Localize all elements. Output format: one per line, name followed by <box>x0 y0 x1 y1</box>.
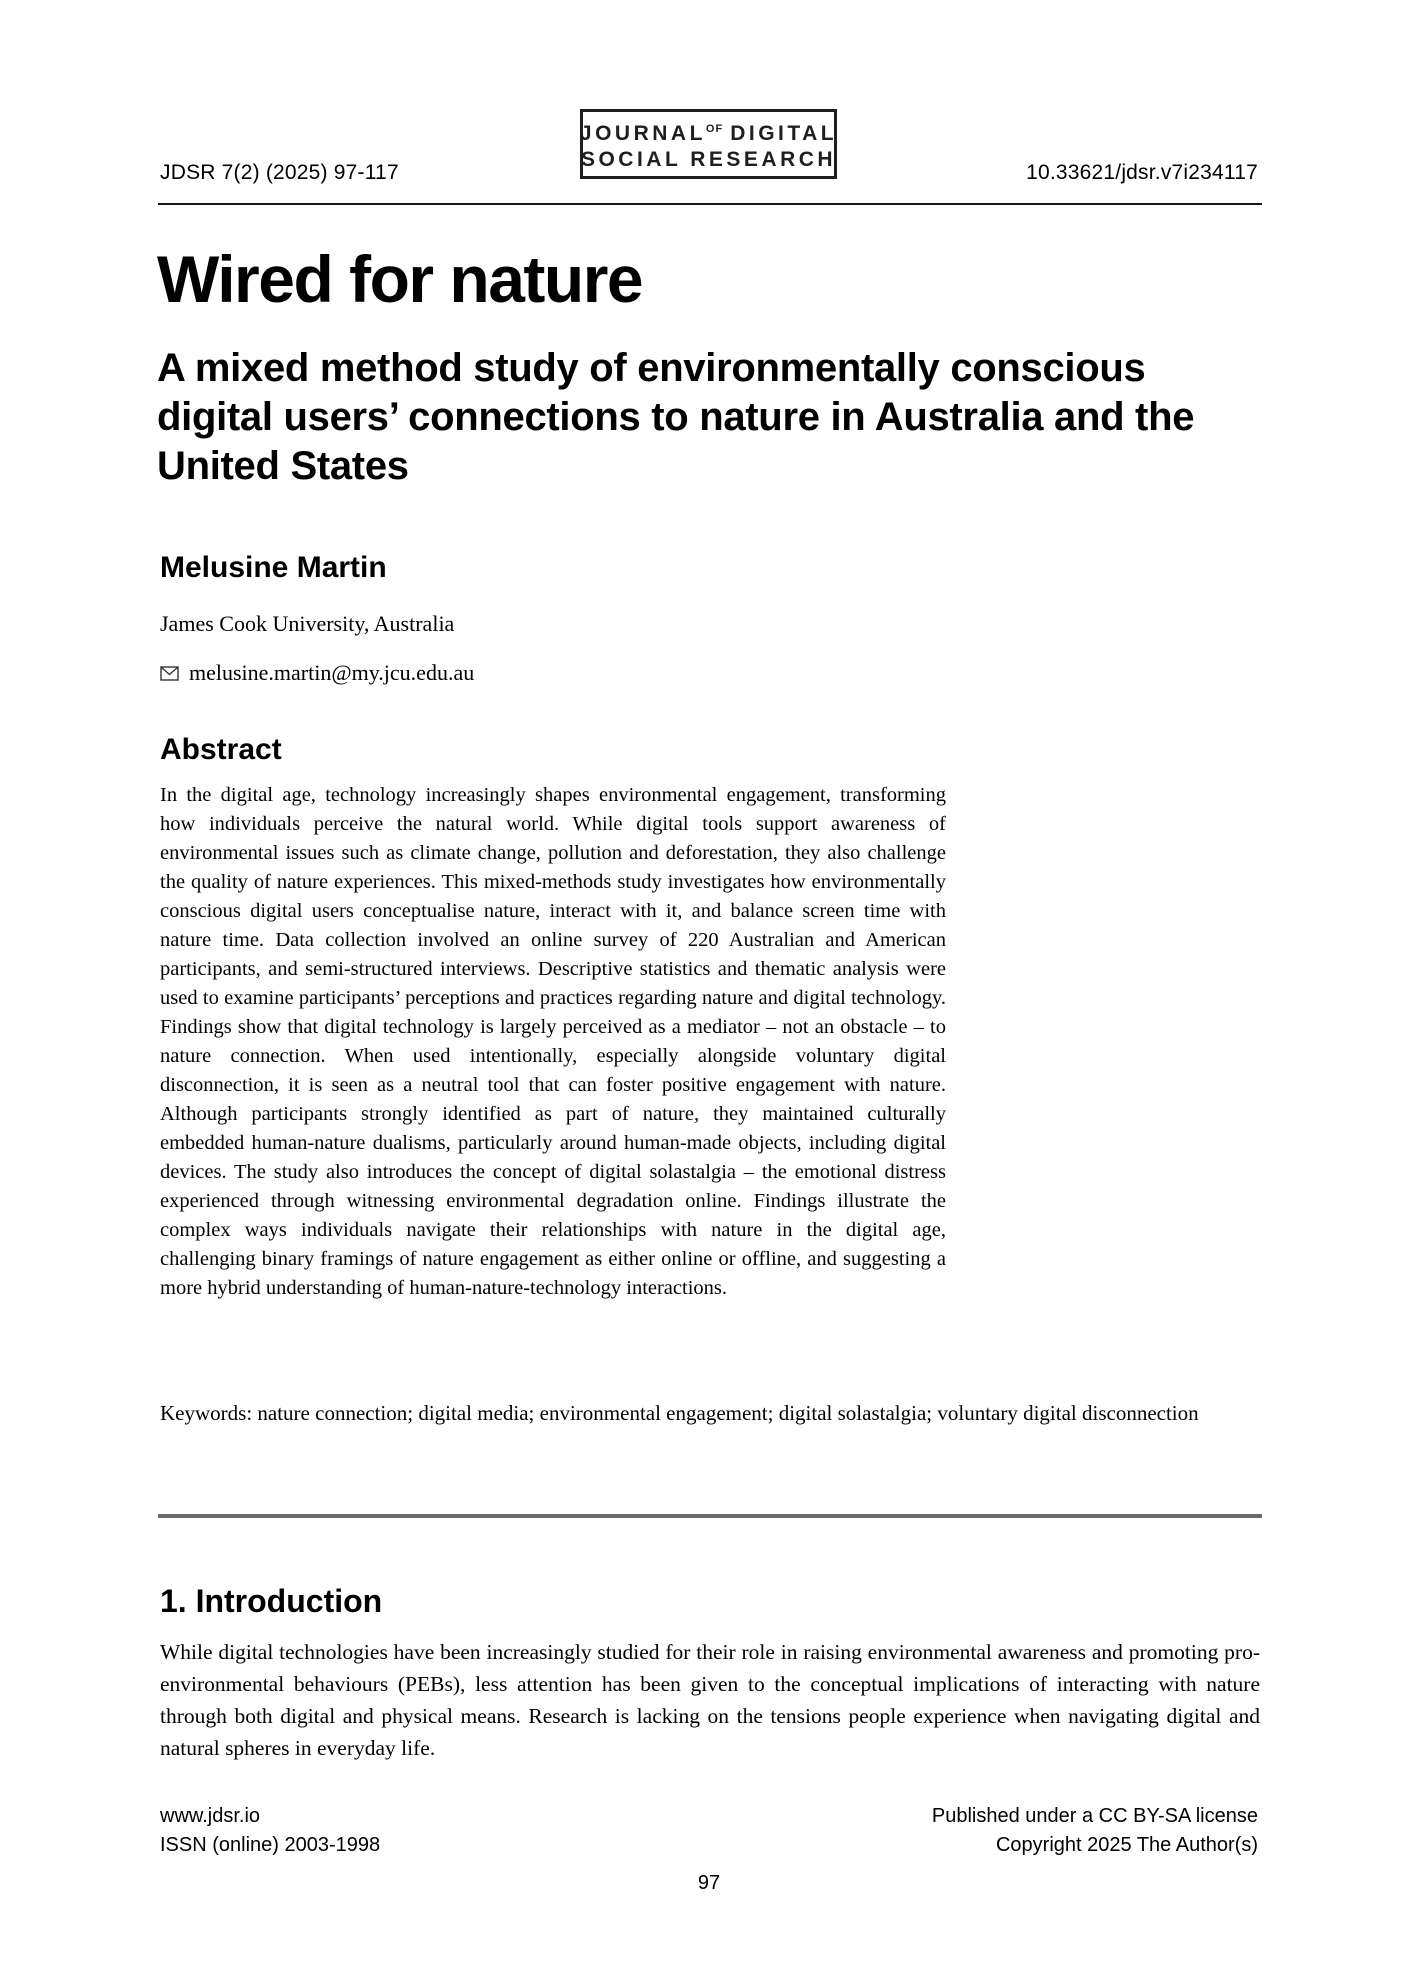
keywords-text: Keywords: nature connection; digital media; environmental engagement; digital solastalgia; voluntary digital disconnection <box>160 1401 1199 1425</box>
article-title: Wired for nature <box>157 242 643 316</box>
footer-copyright: Copyright 2025 The Author(s) <box>995 1834 1258 1856</box>
header-divider <box>158 203 1262 205</box>
footer-website[interactable]: www.jdsr.io <box>160 1805 261 1827</box>
page-number: 97 <box>697 1872 721 1894</box>
author-email-row <box>160 660 474 686</box>
footer-left <box>160 1802 380 1860</box>
author-email[interactable]: melusine.martin@my.jcu.edu.au <box>189 660 475 685</box>
footer-license: Published under a CC BY-SA license <box>931 1805 1258 1827</box>
author-name: Melusine Martin <box>160 551 387 584</box>
abstract-text: In the digital age, technology increasingly shapes environmental engagement, transforming how individuals perceive the natural world. While digital tools support awareness of environmental issues such as climate change, pollution and deforestation, they also challenge the quality of nature experiences. This mixed-methods study investigates how environmentally conscious digital users conceptualise nature, interact with it, and balance screen time with nature time. Data collection involved an online survey of 220 Australian and American participants, and semi-structured interviews. Descriptive statistics and thematic analysis were used to examine participants’ perceptions and practices regarding nature and digital technology. Findings show that digital technology is largely perceived as a mediator – not an obstacle – to nature connection. When used intentionally, especially alongside voluntary digital disconnection, it is seen as a neutral tool that can foster positive engagement with nature. Although participants strongly identified as part of nature, they maintained culturally embedded human-nature dualisms, particularly around human-made objects, including digital devices. The study also introduces the concept of digital solastalgia – the emotional distress experienced through witnessing environmental degradation online. Findings illustrate the complex ways individuals navigate their relationships with nature in the digital age, challenging binary framings of nature engagement as either online or offline, and suggesting a more hybrid understanding of human-nature-technology interactions. <box>160 784 946 1299</box>
footer-issn: ISSN (online) 2003-1998 <box>160 1834 381 1856</box>
section-divider <box>158 1514 1262 1518</box>
logo-word-journal: JOURNAL <box>579 121 706 145</box>
logo-word-digital: DIGITAL <box>730 121 838 145</box>
introduction-text: While digital technologies have been increasingly studied for their role in raising environmental awareness and promoting pro-environmental behaviours (PEBs), less attention has been given to the conceptual implications of interacting with nature through both digital and physical means. Research is lacking on the tensions people experience when navigating digital and natural spheres in everyday life. <box>160 1640 1260 1760</box>
logo-line-1 <box>580 116 837 147</box>
article-subtitle: A mixed method study of environmentally conscious digital users’ connections to nature in Australia and the United States <box>157 346 1195 488</box>
envelope-icon <box>160 666 179 681</box>
journal-citation: JDSR 7(2) (2025) 97-117 <box>160 161 399 184</box>
journal-logo <box>580 109 837 179</box>
introduction-heading: 1. Introduction <box>160 1583 383 1619</box>
abstract-heading: Abstract <box>160 733 282 766</box>
doi: 10.33621/jdsr.v7i234117 <box>1026 161 1258 184</box>
footer-right <box>932 1802 1258 1860</box>
logo-word-of: OF <box>705 122 724 135</box>
author-affiliation: James Cook University, Australia <box>160 611 455 636</box>
logo-line-2: SOCIAL RESEARCH <box>580 147 837 171</box>
